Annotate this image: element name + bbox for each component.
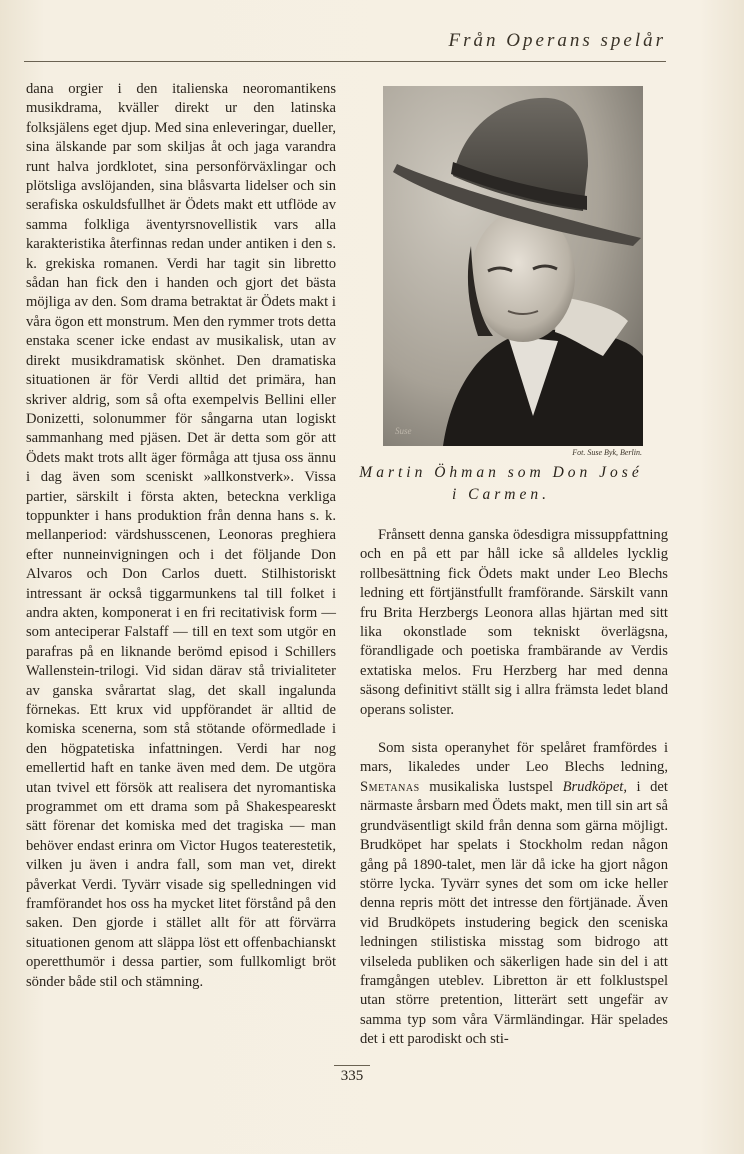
left-column-text: dana orgier i den italienska neoromantikens musikdrama, kväller direkt ur den latinska folksjälens eget djup. Med sina enleveringar, dueller, sina älskande par som skiljas åt och jaga varandra runt halva jordklotet, sina personförväxlingar och plötsliga avslöjanden, sina blåsvarta lidelser och sin serafiska oskuldsfullhet är Ödets makt ett utflöde av samma folkliga äventyrsnovellistik vars alla karakteristika återfinnas redan under antiken i den s. k. grekiska romanen. Verdi har tagit sin libretto sådan han fick den i handen och gjort det bästa möjliga av den. Som drama betraktat är Ödets makt i våra ögon ett monstrum. Men den rymmer trots detta enstaka scener icke endast av musikalisk, utan av direkt musikdramatisk skönhet. Den dramatiska situationen är för Verdi alltid det primära, han skriver aldrig, som så ofta exempelvis Bellini eller Donizetti, solonummer för sångarna utan logiskt sammanhang med pjäsen. Det är detta som gör att Ödets makt trots allt äger förmåga att tjusa oss ännu i dag även som sceniskt »allkonstverk». Vissa partier, särskilt i första akten, beteckna verkliga toppunkter i hans produktion från denna hans s. k. mellanperiod: värdshusscenen, Leonoras preghiera efter nunneinvigningen och i det följande Don Alvaros och Don Carlos duett. Stilhistoriskt intressant är också tiggarmunkens tal till folket i andra akten, komponerat i en fri recitativisk form — som anteciperar Falstaff — till en text som utgör en parafras på en liknande berömd episod i Schillers Wallenstein-trilogi. Vid sidan därav stå trivialiteter av ganska svårartat slag, det skall ingalunda förnekas. Ett krux vid uppförandet är alltid de komiska scenerna, som stå stötande oförmedlade i den högpatetiska infattningen. Verdi har nog emellertid haft en tanke även med dem. De utgöra utan tvivel ett försök att realisera det nyromantiska programmet om ett drama som på Shakespeareskt sätt förenar det komiska med det tragiska — man behöver endast erinra om Victor Hugos teaterestetik, vilken ju även i andra fall, som man vet, direkt påverkat Verdi. Tyvärr visade sig spelledningen vid framförandet hos oss ha mycket litet förstånd på den saken. Den gjorde i stället allt för att förvärra situationen genom att släppa löst ett offenbachianskt operetthumör i dessa partier, som fullkomligt bröt sönder både stil och stämning. (26, 81, 336, 990)
composer-name: Smetanas (360, 778, 420, 795)
page-number-rule (334, 1065, 370, 1066)
header-rule (24, 61, 666, 62)
caption-line-2: i Carmen. (452, 486, 550, 503)
para2-part-a: Som sista operanyhet för spelåret framfördes i mars, likaledes under Leo Blechs ledning, (360, 740, 668, 776)
photo-caption (356, 462, 646, 506)
running-header: Från Operans spelår (448, 30, 666, 51)
caption-line-1: Martin Öhman som Don José (359, 464, 643, 481)
right-column (360, 526, 668, 1050)
svg-text:Suse: Suse (395, 426, 412, 436)
photo-credit: Fot. Suse Byk, Berlin. (572, 448, 642, 457)
left-column (26, 80, 336, 992)
para2-part-c: i det närmaste årsbarn med Ödets makt, men till sin art så grundväsentligt skild från denna som gärna möjligt. Brudköpet har spelats i Stockholm redan någon gång på 1890-talet, men lär då icke ha gjort någon större lycka. Tyvärr synes det som om icke heller denna repris mött det intresse den förtjänade. Även vid Brudköpets instudering begick den sceniska ledningen stilistiska misstag som bidrogo att vilseleda publiken och säkerligen hade sin del i att framgången uteblev. Libretton är ett folklustspel utan större pretention, litterärt sett ungefär av samma typ som våra Värmländingar. Här spelades det i ett parodiskt och sti- (360, 778, 668, 1048)
right-paragraph-1: Frånsett denna ganska ödesdigra missuppfattning och en på ett par håll icke så alldeles lycklig rollbesättning fick Ödets makt under Leo Blechs ledning ett förtjänstfullt framförande. Särskilt vann fru Brita Herzbergs Leonora allas hjärtan med sitt lika okonstlade som tekniskt överlägsna, förandligade och poetiska frambärande av Verdis extatiska melos. Fru Herzberg har med denna säsong definitivt ställt sig i allra främsta ledet bland operans solister. (360, 527, 668, 718)
opera-title: Brudköpet, (562, 778, 628, 795)
para2-part-b: musikaliska lustspel (429, 778, 554, 795)
page-number: 335 (340, 1068, 364, 1084)
portrait-illustration (383, 86, 643, 446)
right-paragraph-2 (360, 739, 668, 1050)
portrait-photo (383, 86, 643, 446)
